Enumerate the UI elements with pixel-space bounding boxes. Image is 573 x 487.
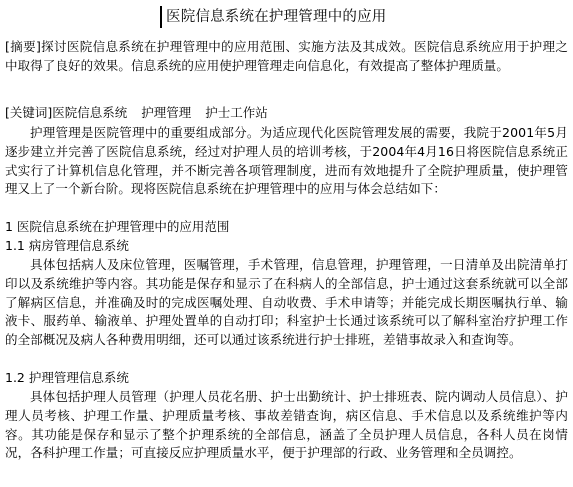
keywords-label: [关键词] [5,105,53,120]
keywords-line [5,104,568,123]
keyword-item: 护理管理 [141,105,192,120]
section-heading: 1 医院信息系统在护理管理中的应用范围 [5,219,230,234]
subsection-heading: 1.2 护理管理信息系统 [5,370,129,385]
keyword-item: 医院信息系统 [52,105,128,120]
article-title: 医院信息系统在护理管理中的应用 [160,6,387,28]
keyword-item: 护士工作站 [205,105,268,120]
body-paragraph: 具体包括护理人员管理（护理人员花名册、护士出勤统计、护士排班表、院内调动人员信息）、护理人员考核、护理工作量、护理质量考核、事故差错查询，病区信息、手术信息以及系统维护等内容。其功能是保存和显示了整个护理系统的全部信息，涵盖了全员护理人员信息，各科人员在岗情况，各科护理工作量；可直接反应护理质量水平，便于护理部的行政、业务管理和全员调控。 [5,389,568,461]
abstract-paragraph: [摘要]探讨医院信息系统在护理管理中的应用范围、实施方法及其成效。医院信息系统应用于护理之中取得了良好的效果。信息系统的应用使护理管理走向信息化，有效提高了整体护理质量。 [5,39,568,73]
body-paragraph: 具体包括病人及床位管理，医嘱管理，手术管理，信息管理，护理管理，一日清单及出院清单打印以及系统维护等内容。其功能是保存和显示了在科病人的全部信息，护士通过这套系统就可以全部了解病区信息，并准确及时的完成医嘱处理、自动收费、手术申请等；并能完成长期医嘱执行单、输液卡、服药单、输液单、护理处置单的自动打印；科室护士长通过该系统可以了解科室治疗护理工作的全部概况及病人各种费用明细，还可以通过该系统进行护士排班，差错事故录入和查询等。 [5,257,568,348]
intro-paragraph: 护理管理是医院管理中的重要组成部分。为适应现代化医院管理发展的需要，我院于2001年5月逐步建立并完善了医院信息系统，经过对护理人员的培训考核，于2004年4月16日将医院信息系统正式实行了计算机信息化管理，并不断完善各项管理制度，进而有效地提升了全院护理质量，使护理管理又上了一个新台阶。现将医院信息系统在护理管理中的应用与体会总结如下： [5,125,568,197]
subsection-heading: 1.1 病房管理信息系统 [5,238,129,253]
